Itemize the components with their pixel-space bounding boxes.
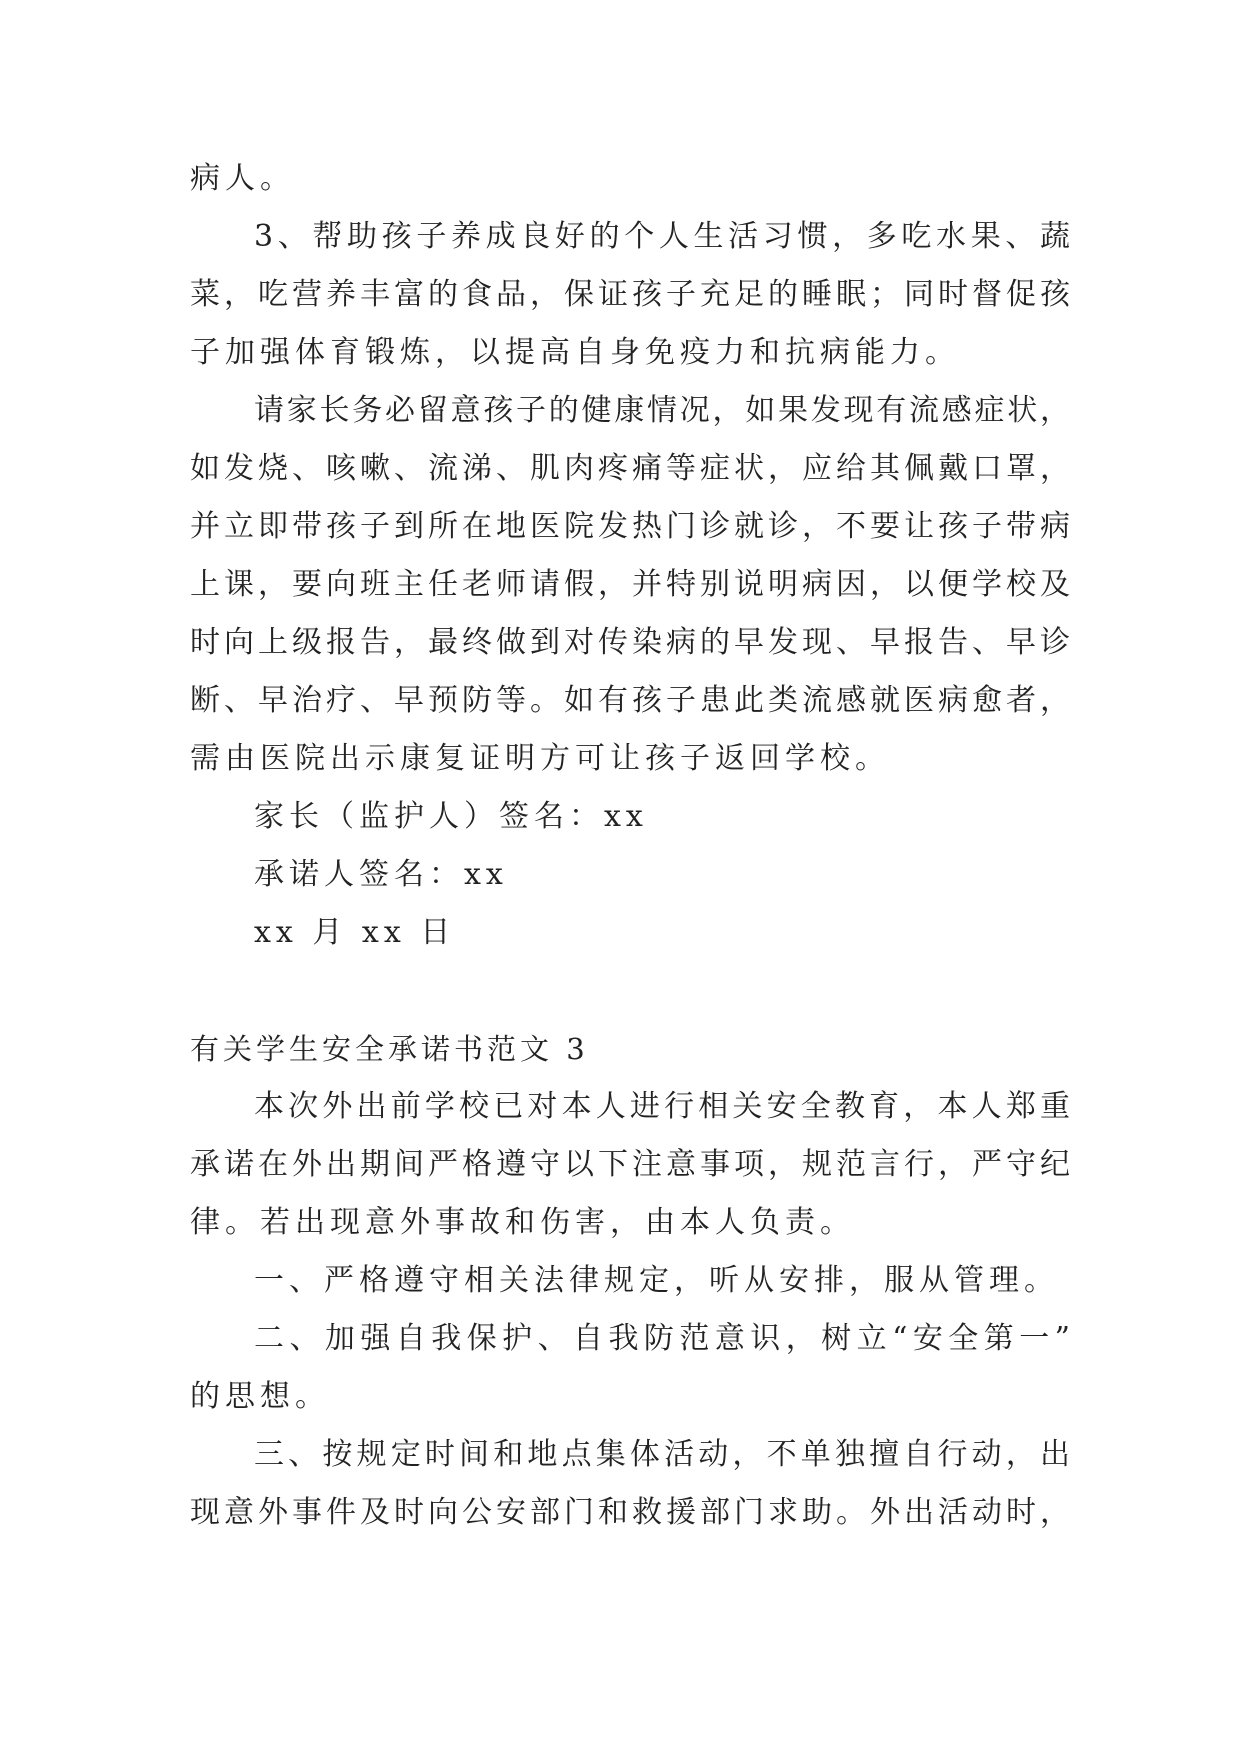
text-line: 病人。 [190,161,295,196]
signature-promiser: 承诺人签名：xx [254,857,508,892]
section-gap [190,962,1070,1020]
text-line: 需由医院出示康复证明方可让孩子返回学校。 [190,741,890,776]
text-line: 子加强体育锻炼，以提高自身免疫力和抗病能力。 [190,335,960,370]
text-line: 断、早治疗、早预防等。如有孩子患此类流感就医病愈者， [190,683,1070,718]
signature-parent: 家长（监护人）签名：xx [254,799,648,834]
signature-date: xx 月 xx 日 [254,915,456,950]
document-page [190,150,1070,1542]
text-line: 如发烧、咳嗽、流涕、肌肉疼痛等症状，应给其佩戴口罩， [190,451,1070,486]
section-title: 有关学生安全承诺书范文 3 [190,1032,589,1066]
list-item: 一、严格遵守相关法律规定，听从安排，服从管理。 [254,1263,1059,1298]
text-line: 时向上级报告，最终做到对传染病的早发现、早报告、早诊 [190,625,1070,660]
text-line: 的思想。 [190,1379,330,1414]
text-line: 菜，吃营养丰富的食品，保证孩子充足的睡眠；同时督促孩 [190,277,1070,312]
text-line: 现意外事件及时向公安部门和救援部门求助。外出活动时， [190,1495,1070,1530]
list-item: 三、按规定时间和地点集体活动，不单独擅自行动，出 [254,1437,1070,1472]
text-line: 并立即带孩子到所在地医院发热门诊就诊，不要让孩子带病 [190,509,1070,544]
text-line: 本次外出前学校已对本人进行相关安全教育，本人郑重 [254,1089,1070,1124]
text-line: 3、帮助孩子养成良好的个人生活习惯，多吃水果、蔬 [254,219,1070,254]
list-item: 二、加强自我保护、自我防范意识，树立“安全第一” [254,1321,1070,1356]
text-line: 上课，要向班主任老师请假，并特别说明病因，以便学校及 [190,567,1070,602]
text-line: 律。若出现意外事故和伤害，由本人负责。 [190,1205,855,1240]
text-line: 请家长务必留意孩子的健康情况，如果发现有流感症状， [254,393,1070,428]
text-line: 承诺在外出期间严格遵守以下注意事项，规范言行，严守纪 [190,1147,1070,1182]
